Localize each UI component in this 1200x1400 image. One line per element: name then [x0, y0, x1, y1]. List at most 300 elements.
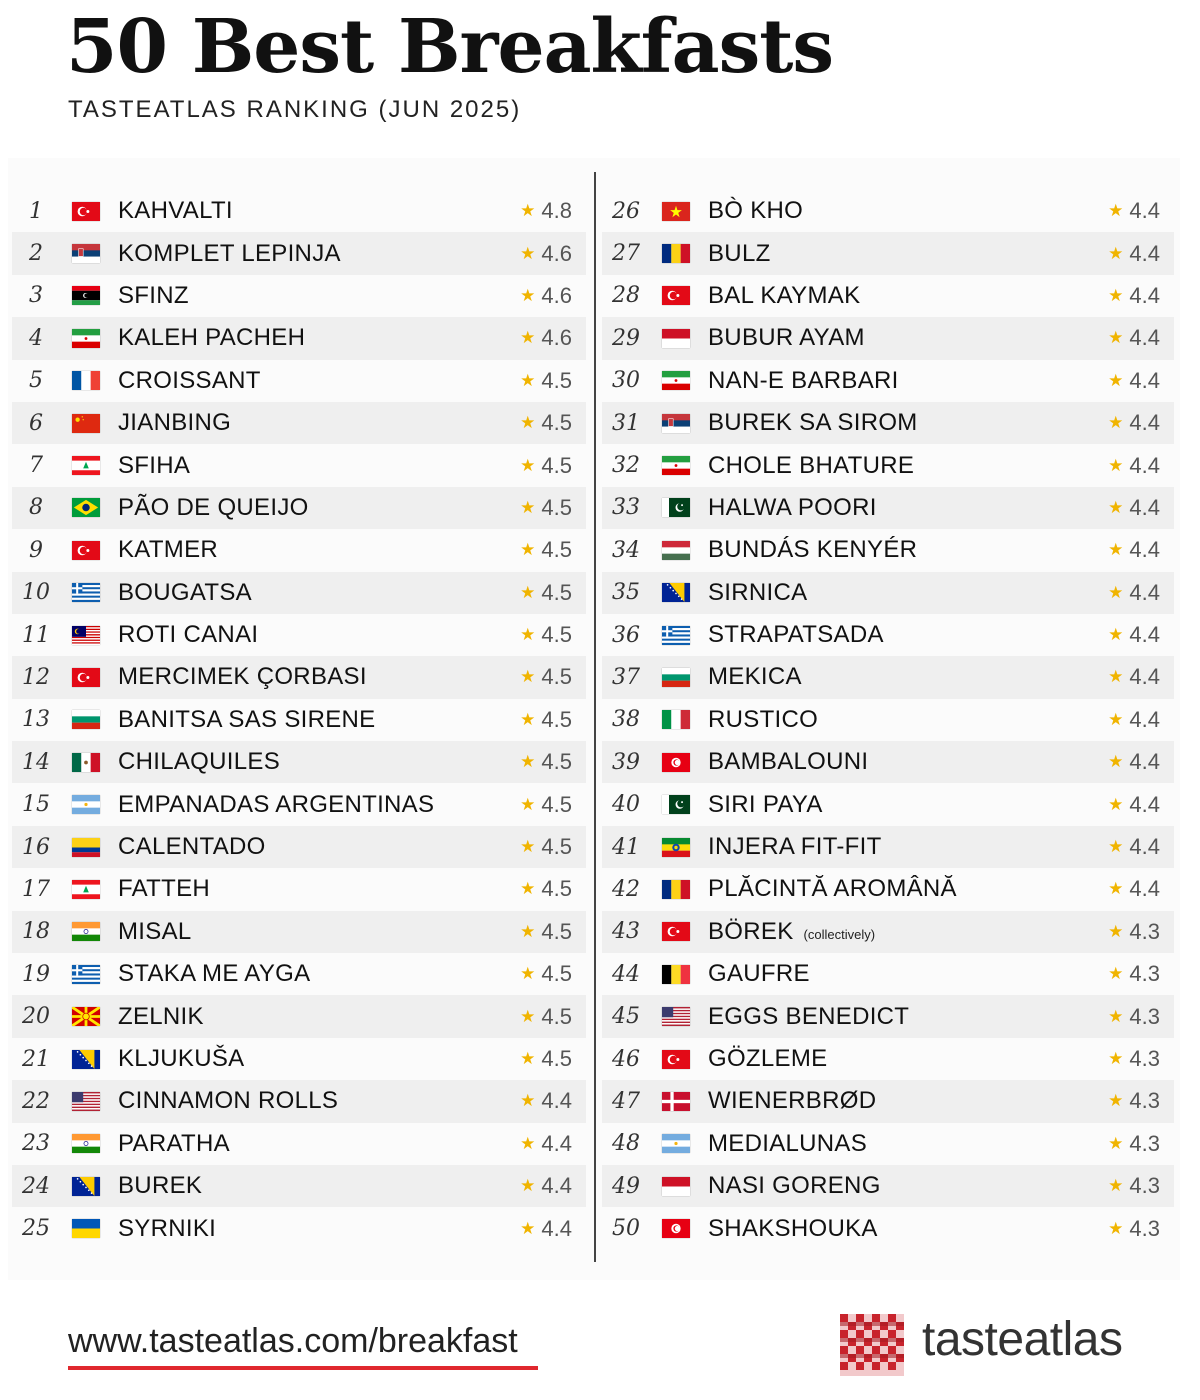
- star-icon: ★: [520, 497, 536, 517]
- dish-name: BÒ KHO: [708, 197, 804, 225]
- ranking-row: [602, 1123, 1174, 1165]
- ranking-row: [602, 572, 1174, 614]
- rating: [1108, 283, 1174, 309]
- footer-url-link[interactable]: www.tasteatlas.com/breakfast: [68, 1322, 518, 1360]
- rating-score: 4.3: [1129, 1173, 1160, 1199]
- rating-score: 4.5: [541, 961, 572, 987]
- belgium-flag-icon: [662, 965, 690, 984]
- ranking-row: [602, 444, 1174, 486]
- rating: [520, 1004, 586, 1030]
- rank-number: 2: [29, 241, 43, 267]
- dish-name: BUREK: [118, 1172, 203, 1200]
- rating-score: 4.5: [541, 1046, 572, 1071]
- dish-name: BAL KAYMAK: [708, 281, 861, 309]
- rating: [1108, 325, 1174, 351]
- mexico-flag-icon: [72, 753, 100, 772]
- dish-name-container: [118, 1045, 520, 1073]
- hungary-flag-icon: [662, 541, 690, 560]
- rating: [1108, 198, 1174, 224]
- ranking-row: [12, 953, 586, 995]
- rating-score: 4.4: [1129, 706, 1160, 732]
- dish-name-container: [708, 282, 1108, 310]
- rank-number: 28: [612, 283, 640, 309]
- india-flag-icon: [72, 922, 100, 941]
- star-icon: ★: [520, 1049, 536, 1068]
- dish-name-container: [118, 1003, 520, 1031]
- rank-number: 22: [22, 1088, 50, 1114]
- rating-score: 4.5: [541, 622, 572, 648]
- rating-score: 4.4: [1129, 664, 1160, 690]
- rating: [1108, 664, 1174, 690]
- ranking-row: [602, 741, 1174, 783]
- dish-name: NASI GORENG: [708, 1172, 881, 1200]
- rank-number: 3: [29, 283, 43, 309]
- dish-name-container: [118, 240, 520, 268]
- france-flag-icon: [72, 371, 100, 390]
- dish-name: JIANBING: [118, 409, 232, 437]
- star-icon: ★: [1108, 201, 1124, 221]
- star-icon: ★: [1108, 1218, 1124, 1238]
- brazil-flag-icon: [72, 498, 100, 517]
- rating: [1108, 919, 1174, 945]
- dish-name-container: [118, 706, 520, 734]
- rank-number: 38: [612, 707, 640, 733]
- star-icon: ★: [520, 1218, 536, 1238]
- rating: [520, 1173, 586, 1199]
- dish-name-container: [708, 960, 1108, 988]
- rating-score: 4.4: [1129, 579, 1160, 605]
- iran-flag-icon: [662, 456, 690, 475]
- star-icon: ★: [1108, 455, 1124, 475]
- dish-name: KOMPLET LEPINJA: [118, 239, 341, 267]
- rating-score: 4.5: [541, 452, 572, 478]
- dish-name-container: [118, 409, 520, 437]
- lebanon-flag-icon: [72, 456, 100, 475]
- dish-name-container: [118, 494, 520, 522]
- rating-score: 4.3: [1129, 1130, 1160, 1156]
- rating: [1108, 792, 1174, 818]
- rank-number: 1: [29, 198, 43, 224]
- rating-score: 4.5: [541, 876, 572, 902]
- ranking-row: [12, 1165, 586, 1207]
- rating-score: 4.4: [1129, 452, 1160, 478]
- rank-number: 23: [22, 1131, 50, 1157]
- dish-name-container: [708, 452, 1108, 480]
- star-icon: ★: [520, 879, 536, 899]
- star-icon: ★: [520, 285, 536, 305]
- dish-name-container: [118, 1130, 520, 1158]
- rank-number: 18: [22, 919, 50, 945]
- dish-name-container: [708, 536, 1108, 564]
- rating-score: 4.5: [541, 537, 572, 563]
- dish-name: SFIHA: [118, 451, 191, 479]
- rank-number: 20: [22, 1004, 50, 1030]
- vietnam-flag-icon: [662, 202, 690, 221]
- dish-name-container: [708, 875, 1108, 903]
- rank-number: 11: [22, 622, 50, 648]
- star-icon: ★: [1108, 1049, 1124, 1068]
- rank-number: 26: [612, 198, 640, 224]
- ranking-row: [602, 317, 1174, 359]
- rating: [1108, 495, 1174, 521]
- denmark-flag-icon: [662, 1092, 690, 1111]
- dish-name: MISAL: [118, 917, 192, 945]
- dish-name-container: [118, 324, 520, 352]
- rank-number: 47: [612, 1088, 640, 1114]
- ranking-row: [602, 1207, 1174, 1249]
- rating-score: 4.5: [541, 1003, 572, 1029]
- column-divider: [594, 172, 596, 1262]
- ranking-row: [602, 275, 1174, 317]
- dish-name: CINNAMON ROLLS: [118, 1087, 339, 1115]
- star-icon: ★: [520, 964, 536, 984]
- dish-name: BUBUR AYAM: [708, 324, 865, 352]
- dish-name: INJERA FIT-FIT: [708, 833, 882, 861]
- rating-score: 4.3: [1129, 1088, 1160, 1114]
- rating: [520, 664, 586, 690]
- rating: [1108, 1088, 1174, 1114]
- star-icon: ★: [1108, 370, 1124, 390]
- pakistan-flag-icon: [662, 498, 690, 517]
- star-icon: ★: [1108, 1091, 1124, 1111]
- star-icon: ★: [1108, 752, 1124, 772]
- dish-name: KLJUKUŠA: [118, 1045, 245, 1072]
- india-flag-icon: [72, 1134, 100, 1153]
- rating-score: 4.4: [1129, 876, 1160, 902]
- bulgaria-flag-icon: [72, 710, 100, 729]
- ranking-row: [12, 868, 586, 910]
- dish-name-container: [118, 875, 520, 903]
- bosnia-flag-icon: [662, 583, 690, 602]
- star-icon: ★: [520, 328, 536, 348]
- dish-name-container: [118, 1087, 520, 1115]
- rank-number: 32: [612, 453, 640, 479]
- star-icon: ★: [520, 243, 536, 263]
- ranking-row: [602, 1080, 1174, 1122]
- lebanon-flag-icon: [72, 880, 100, 899]
- ranking-row: [12, 995, 586, 1037]
- ranking-column-right: [602, 190, 1174, 1250]
- dish-name: RUSTICO: [708, 705, 819, 733]
- rank-number: 25: [22, 1216, 50, 1242]
- rating-score: 4.5: [541, 706, 572, 732]
- rank-number: 48: [612, 1131, 640, 1157]
- rating-score: 4.5: [541, 834, 572, 860]
- dish-note: (collectively): [803, 926, 876, 942]
- rating: [1108, 834, 1174, 860]
- tunisia-flag-icon: [662, 753, 690, 772]
- star-icon: ★: [520, 794, 536, 814]
- dish-name: CHILAQUILES: [118, 748, 281, 776]
- ranking-row: [12, 529, 586, 571]
- dish-name-container: [708, 1130, 1108, 1158]
- ranking-row: [602, 783, 1174, 825]
- ranking-row: [12, 741, 586, 783]
- star-icon: ★: [1108, 1133, 1124, 1153]
- turkey-flag-icon: [72, 202, 100, 221]
- indonesia-flag-icon: [662, 329, 690, 348]
- dish-name: BANITSA SAS SIRENE: [118, 705, 376, 733]
- page-subtitle: TASTEATLAS RANKING (JUN 2025): [68, 96, 522, 123]
- rank-number: 24: [22, 1173, 50, 1199]
- tasteatlas-logo-text: tasteatlas: [922, 1313, 1123, 1366]
- rating: [1108, 368, 1174, 394]
- rating: [520, 707, 586, 733]
- star-icon: ★: [1108, 964, 1124, 984]
- rating: [1108, 876, 1174, 902]
- dish-name-container: [118, 579, 520, 607]
- rank-number: 44: [612, 961, 640, 987]
- rating: [520, 198, 586, 224]
- rank-number: 39: [612, 749, 640, 775]
- rank-number: 10: [22, 580, 50, 606]
- dish-name-container: [118, 452, 520, 480]
- rank-number: 19: [22, 961, 50, 987]
- turkey-flag-icon: [72, 541, 100, 560]
- dish-name: CROISSANT: [118, 366, 261, 394]
- dish-name-container: [118, 663, 520, 691]
- dish-name-container: [118, 282, 520, 310]
- dish-name: KALEH PACHEH: [118, 324, 306, 352]
- star-icon: ★: [1108, 879, 1124, 899]
- rating: [520, 283, 586, 309]
- dish-name: WIENERBRØD: [708, 1087, 877, 1115]
- star-icon: ★: [520, 1133, 536, 1153]
- usa-flag-icon: [72, 1092, 100, 1111]
- rating-score: 4.4: [1129, 749, 1160, 775]
- ranking-row: [602, 190, 1174, 232]
- dish-name: BUREK SA SIROM: [708, 409, 918, 437]
- dish-name: EGGS BENEDICT: [708, 1002, 910, 1030]
- rating-score: 4.4: [1129, 240, 1160, 266]
- rating-score: 4.6: [541, 282, 572, 308]
- ranking-row: [12, 190, 586, 232]
- rank-number: 34: [612, 537, 640, 563]
- rank-number: 6: [29, 410, 43, 436]
- rating: [520, 537, 586, 563]
- rating: [1108, 1216, 1174, 1242]
- rank-number: 4: [29, 325, 43, 351]
- bosnia-flag-icon: [72, 1050, 100, 1069]
- rating-score: 4.5: [541, 579, 572, 605]
- rating: [520, 410, 586, 436]
- rating-score: 4.4: [1129, 282, 1160, 308]
- rating: [1108, 1131, 1174, 1157]
- rating: [520, 749, 586, 775]
- rank-number: 13: [22, 707, 50, 733]
- rank-number: 14: [22, 749, 50, 775]
- star-icon: ★: [1108, 582, 1124, 602]
- star-icon: ★: [1108, 497, 1124, 517]
- ranking-row: [602, 868, 1174, 910]
- rating: [520, 919, 586, 945]
- rating: [1108, 622, 1174, 648]
- dish-name-container: [118, 197, 520, 225]
- rank-number: 49: [612, 1173, 640, 1199]
- china-flag-icon: [72, 414, 100, 433]
- rating: [520, 495, 586, 521]
- dish-name: GÖZLEME: [708, 1045, 828, 1072]
- rating: [1108, 749, 1174, 775]
- dish-name: SYRNIKI: [118, 1214, 217, 1242]
- rank-number: 41: [612, 834, 640, 860]
- ranking-row: [602, 953, 1174, 995]
- serbia-flag-icon: [662, 414, 690, 433]
- star-icon: ★: [520, 1091, 536, 1111]
- star-icon: ★: [520, 413, 536, 433]
- star-icon: ★: [1108, 709, 1124, 729]
- dish-name-container: [708, 833, 1108, 861]
- rating: [1108, 1173, 1174, 1199]
- turkey-flag-icon: [662, 1050, 690, 1069]
- dish-name-container: [118, 791, 520, 819]
- rating-score: 4.3: [1129, 1003, 1160, 1029]
- rating-score: 4.5: [541, 918, 572, 944]
- rank-number: 43: [612, 919, 640, 945]
- rating: [1108, 707, 1174, 733]
- rating: [1108, 1046, 1174, 1072]
- colombia-flag-icon: [72, 838, 100, 857]
- star-icon: ★: [1108, 921, 1124, 941]
- star-icon: ★: [1108, 285, 1124, 305]
- rank-number: 37: [612, 664, 640, 690]
- rank-number: 35: [612, 580, 640, 606]
- dish-name: SHAKSHOUKA: [708, 1214, 878, 1242]
- star-icon: ★: [1108, 667, 1124, 687]
- dish-name-container: [118, 621, 520, 649]
- rank-number: 29: [612, 325, 640, 351]
- tasteatlas-logo-icon: [840, 1314, 904, 1376]
- rating-score: 4.5: [541, 410, 572, 436]
- rating-score: 4.4: [1129, 537, 1160, 563]
- star-icon: ★: [520, 752, 536, 772]
- dish-name-container: [118, 918, 520, 946]
- star-icon: ★: [520, 709, 536, 729]
- ranking-row: [602, 614, 1174, 656]
- rating: [520, 1088, 586, 1114]
- dish-name: PLĂCINTĂ AROMÂNĂ: [708, 875, 957, 903]
- rating: [1108, 961, 1174, 987]
- dish-name-container: [708, 579, 1108, 607]
- rank-number: 7: [29, 453, 43, 479]
- rating-score: 4.4: [1129, 198, 1160, 224]
- dish-name-container: [708, 706, 1108, 734]
- ranking-row: [12, 360, 586, 402]
- rating-score: 4.4: [541, 1173, 572, 1199]
- star-icon: ★: [1108, 413, 1124, 433]
- turkey-flag-icon: [662, 286, 690, 305]
- rank-number: 12: [22, 664, 50, 690]
- dish-name-container: [708, 918, 1108, 946]
- dish-name-container: [708, 197, 1108, 225]
- ranking-row: [602, 699, 1174, 741]
- dish-name-container: [708, 494, 1108, 522]
- rank-number: 27: [612, 241, 640, 267]
- rating: [520, 834, 586, 860]
- dish-name-container: [118, 536, 520, 564]
- dish-name: BÖREK: [708, 917, 794, 945]
- greece-flag-icon: [662, 626, 690, 645]
- dish-name: ROTI CANAI: [118, 621, 259, 649]
- dish-name: KATMER: [118, 536, 219, 564]
- dish-name-container: [708, 791, 1108, 819]
- libya-flag-icon: [72, 286, 100, 305]
- rating: [1108, 580, 1174, 606]
- ranking-row: [12, 783, 586, 825]
- rating-score: 4.5: [541, 791, 572, 817]
- url-underline: [68, 1366, 538, 1370]
- rating-score: 4.5: [541, 494, 572, 520]
- ranking-row: [602, 911, 1174, 953]
- rank-number: 42: [612, 876, 640, 902]
- dish-name: MEKICA: [708, 663, 802, 691]
- rank-number: 17: [22, 876, 50, 902]
- ranking-row: [602, 1038, 1174, 1080]
- dish-name: BAMBALOUNI: [708, 748, 869, 776]
- dish-name-container: [708, 1045, 1108, 1073]
- rating-score: 4.4: [1129, 325, 1160, 351]
- rating-score: 4.4: [1129, 791, 1160, 817]
- dish-name-container: [708, 324, 1108, 352]
- dish-name: PÃO DE QUEIJO: [118, 493, 309, 521]
- star-icon: ★: [520, 201, 536, 221]
- serbia-flag-icon: [72, 244, 100, 263]
- rating-score: 4.4: [541, 1088, 572, 1114]
- dish-name-container: [708, 663, 1108, 691]
- ranking-row: [12, 699, 586, 741]
- ranking-column-left: [12, 190, 586, 1250]
- rating: [520, 325, 586, 351]
- star-icon: ★: [520, 370, 536, 390]
- star-icon: ★: [1108, 794, 1124, 814]
- north-macedonia-flag-icon: [72, 1007, 100, 1026]
- star-icon: ★: [1108, 328, 1124, 348]
- dish-name: BOUGATSA: [118, 578, 252, 606]
- dish-name-container: [708, 409, 1108, 437]
- rating-score: 4.3: [1129, 1046, 1160, 1071]
- rating-score: 4.4: [1129, 410, 1160, 436]
- romania-flag-icon: [662, 244, 690, 263]
- rank-number: 21: [22, 1046, 50, 1072]
- rating: [520, 368, 586, 394]
- iran-flag-icon: [662, 371, 690, 390]
- dish-name: CALENTADO: [118, 833, 266, 861]
- ranking-row: [12, 1123, 586, 1165]
- page-title: 50 Best Breakfasts: [66, 4, 834, 90]
- rank-number: 15: [22, 792, 50, 818]
- ethiopia-flag-icon: [662, 838, 690, 857]
- ranking-row: [12, 444, 586, 486]
- star-icon: ★: [1108, 1176, 1124, 1196]
- dish-name-container: [708, 1172, 1108, 1200]
- dish-name: SIRI PAYA: [708, 790, 823, 818]
- dish-name-container: [118, 960, 520, 988]
- ranking-row: [12, 826, 586, 868]
- ranking-row: [602, 995, 1174, 1037]
- rating: [1108, 453, 1174, 479]
- ranking-row: [602, 360, 1174, 402]
- turkey-flag-icon: [72, 668, 100, 687]
- indonesia-flag-icon: [662, 1177, 690, 1196]
- rating-score: 4.6: [541, 240, 572, 266]
- dish-name: KAHVALTI: [118, 197, 233, 225]
- rating-score: 4.4: [1129, 494, 1160, 520]
- ukraine-flag-icon: [72, 1219, 100, 1238]
- star-icon: ★: [1108, 625, 1124, 645]
- rank-number: 9: [29, 537, 43, 563]
- star-icon: ★: [520, 667, 536, 687]
- rank-number: 33: [612, 495, 640, 521]
